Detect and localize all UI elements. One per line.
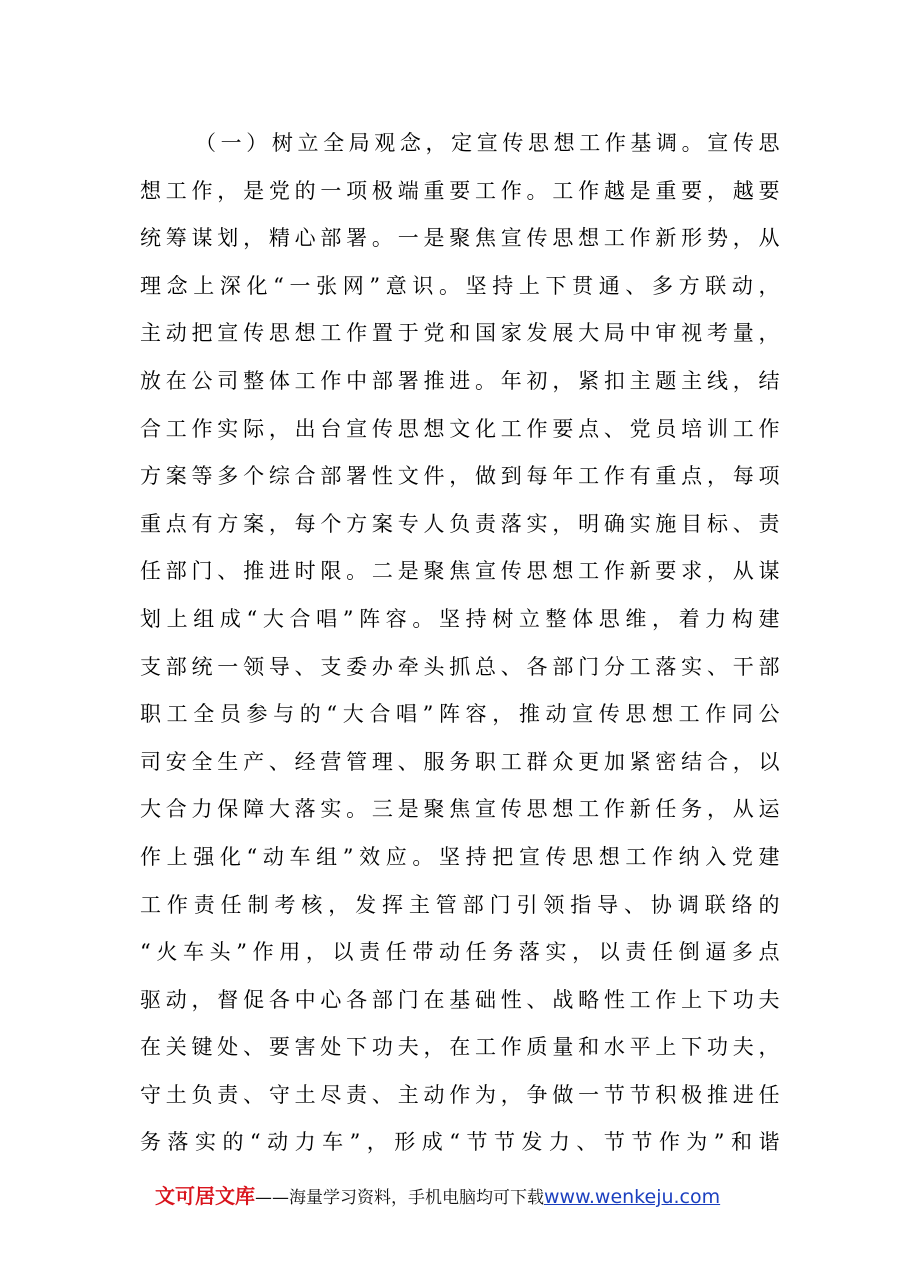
paragraph-line-22: 务落实的“动力车”，形成“节节发力、节节作为”和谐 — [140, 1130, 780, 1155]
footer-brand-name: 文可居文库 — [155, 1184, 255, 1208]
paragraph-line-1: （一）树立全局观念，定宣传思想工作基调。宣传思 — [195, 131, 780, 155]
paragraph-line-19: 驱动，督促各中心各部门在基础性、战略性工作上下功夫 — [140, 987, 780, 1012]
paragraph-line-14: 司安全生产、经营管理、服务职工群众更加紧密结合，以 — [140, 749, 780, 774]
document-body — [140, 120, 780, 1167]
paragraph-line-2: 想工作，是党的一项极端重要工作。工作越是重要，越要 — [140, 178, 780, 203]
paragraph-line-20: 在关键处、要害处下功夫，在工作质量和水平上下功夫， — [140, 1035, 780, 1060]
paragraph-line-5: 主动把宣传思想工作置于党和国家发展大局中审视考量， — [140, 321, 780, 346]
paragraph-line-18: “火车头”作用，以责任带动任务落实，以责任倒逼多点 — [140, 940, 780, 965]
paragraph-line-7: 合工作实际，出台宣传思想文化工作要点、党员培训工作 — [140, 416, 780, 441]
paragraph-line-4: 理念上深化“一张网”意识。坚持上下贯通、多方联动， — [140, 273, 780, 298]
footer-website-link[interactable]: www.wenkeju.com — [544, 1186, 721, 1208]
footer-banner — [155, 1178, 720, 1214]
paragraph-line-12: 支部统一领导、支委办牵头抓总、各部门分工落实、干部 — [140, 654, 780, 679]
paragraph-line-15: 大合力保障大落实。三是聚焦宣传思想工作新任务，从运 — [140, 797, 780, 822]
paragraph-line-16: 作上强化“动车组”效应。坚持把宣传思想工作纳入党建 — [140, 844, 780, 869]
footer-slogan: ——海量学习资料，手机电脑均可下载 — [255, 1188, 544, 1208]
paragraph-line-13: 职工全员参与的“大合唱”阵容，推动宣传思想工作同公 — [140, 702, 780, 727]
paragraph-line-11: 划上组成“大合唱”阵容。坚持树立整体思维，着力构建 — [140, 606, 780, 631]
paragraph-line-17: 工作责任制考核，发挥主管部门引领指导、协调联络的 — [140, 892, 780, 917]
paragraph-line-8: 方案等多个综合部署性文件，做到每年工作有重点，每项 — [140, 464, 780, 489]
paragraph-line-9: 重点有方案，每个方案专人负责落实，明确实施目标、责 — [140, 511, 780, 536]
paragraph-line-10: 任部门、推进时限。二是聚焦宣传思想工作新要求，从谋 — [140, 559, 780, 584]
paragraph-line-21: 守土负责、守土尽责、主动作为，争做一节节积极推进任 — [140, 1082, 780, 1107]
paragraph-line-6: 放在公司整体工作中部署推进。年初，紧扣主题主线，结 — [140, 368, 780, 393]
paragraph-line-3: 统筹谋划，精心部署。一是聚焦宣传思想工作新形势，从 — [140, 226, 780, 251]
